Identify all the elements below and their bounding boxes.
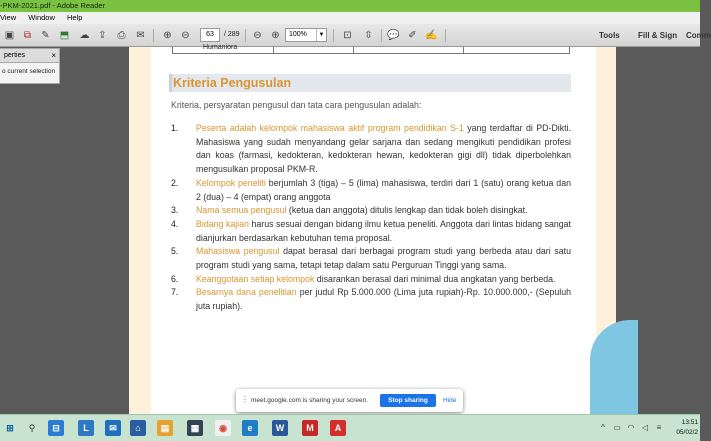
app-l-icon[interactable]: L	[78, 420, 94, 436]
wifi-icon[interactable]: ◠	[627, 423, 635, 432]
toolbar-divider	[333, 29, 334, 42]
sign-icon[interactable]: ✍	[425, 30, 438, 41]
item-highlight: Bidang kajian	[196, 218, 249, 229]
list-item	[171, 218, 571, 245]
previous-page-icon[interactable]: ⊕	[163, 30, 172, 41]
toolbar-divider	[445, 29, 446, 42]
fit-page-icon[interactable]: ⊡	[343, 30, 352, 41]
next-page-icon[interactable]: ⊖	[181, 30, 190, 41]
item-highlight: Peserta adalah kelompok mahasiswa aktif program pendidikan S-1	[196, 123, 464, 133]
list-item	[171, 286, 571, 313]
clock-date: 05/02/2	[676, 429, 698, 436]
acrobat-icon[interactable]: A	[330, 420, 346, 436]
highlight-icon[interactable]: ✐	[408, 30, 417, 41]
battery-icon[interactable]: ▭	[613, 423, 621, 432]
hide-button[interactable]: Hide	[443, 397, 457, 404]
mail-icon[interactable]: ✉	[105, 420, 121, 436]
properties-title: perties	[4, 52, 26, 59]
section-heading: Kriteria Pengusulan	[169, 74, 571, 92]
file-explorer-icon[interactable]: ▤	[157, 420, 173, 436]
table-divider	[463, 47, 464, 54]
scroll-mode-icon[interactable]: ⇳	[364, 30, 373, 41]
item-highlight: Kelompok peneliti	[196, 177, 266, 188]
list-item	[171, 204, 571, 218]
close-icon[interactable]: ×	[51, 51, 56, 60]
drag-handle-icon[interactable]: ⋮	[241, 395, 249, 404]
menu-bar	[0, 12, 700, 24]
list-item	[171, 122, 571, 177]
upload-icon[interactable]: ⇪	[98, 30, 107, 41]
item-text: per judul Rp 5.000.000 (Lima juta rupiah)-Rp. 10.000.000,- (Sepuluh juta rupiah).	[196, 287, 571, 312]
table-cell: Humaniora	[203, 44, 238, 51]
intro-text: Kriteria, persyaratan pengusul dan tata cara pengusulan adalah:	[171, 100, 422, 110]
item-text: (ketua dan anggota) ditulis lengkap dan tidak boleh disingkat.	[286, 205, 528, 216]
stop-sharing-button[interactable]: Stop sharing	[380, 394, 436, 407]
table-fragment	[172, 44, 570, 54]
comment-button[interactable]: Comm	[686, 31, 711, 40]
tools-button[interactable]: Tools	[599, 31, 620, 40]
app-m-icon[interactable]: M	[302, 420, 318, 436]
comment-icon[interactable]: 💬	[387, 30, 400, 41]
item-text: harus sesuai dengan bidang ilmu ketua peneliti. Anggota dari lintas bidang sangat dianjurkan berdasarkan kebutuhan tema proposal.	[196, 218, 572, 243]
item-text: yang terdaftar di PD-Dikti. Mahasiswa yang sudah menyandang gelar sarjana dan sedang mengikuti pendidikan profesi dan koas (farmasi, kedokteran, kedokteran hewan, kedokteran gigi dll) tidak diperbolehkan mengusulkan proposal PKM-R.	[196, 123, 571, 175]
item-number: 4.	[171, 218, 179, 229]
clock[interactable]	[676, 418, 698, 438]
store-icon[interactable]: ⊟	[48, 420, 64, 436]
volume-icon[interactable]: ◁	[641, 423, 649, 432]
language-icon[interactable]: ≡	[656, 423, 662, 432]
chevron-up-icon[interactable]: ^	[601, 423, 605, 432]
list-item	[171, 273, 571, 287]
pdf-page	[129, 44, 616, 417]
clock-time: 13:51	[681, 419, 698, 426]
toolbar-divider	[245, 29, 246, 42]
cloud-icon[interactable]: ☁	[79, 30, 90, 41]
criteria-list	[171, 122, 571, 314]
properties-header	[0, 49, 59, 63]
zoom-in-icon[interactable]: ⊕	[271, 30, 280, 41]
start-icon[interactable]: ⊞	[6, 423, 14, 433]
list-item	[171, 177, 571, 204]
screen-share-bar	[236, 389, 463, 412]
print-icon[interactable]: ⎙	[117, 30, 126, 41]
item-number: 3.	[171, 205, 179, 216]
search-icon[interactable]: ⚲	[28, 423, 36, 433]
table-divider	[273, 47, 274, 54]
email-icon[interactable]: ✉	[136, 30, 145, 41]
edit-icon[interactable]: ✎	[41, 30, 50, 41]
create-pdf-icon[interactable]: ▣	[4, 30, 15, 41]
save-icon[interactable]: ⬒	[59, 30, 70, 41]
zoom-value: 100%	[289, 31, 307, 38]
list-item	[171, 245, 571, 272]
window-title: -PKM-2021.pdf - Adobe Reader	[0, 0, 700, 12]
toolbar-divider	[381, 29, 382, 42]
item-number: 5.	[171, 246, 179, 257]
properties-panel	[0, 48, 60, 84]
item-text: disarankan berasal dari minimal dua angkatan yang berbeda.	[314, 273, 556, 284]
item-number: 1.	[171, 123, 179, 133]
zoom-select[interactable]	[285, 28, 327, 42]
open-file-icon[interactable]: ⧉	[23, 30, 32, 41]
toolbar	[0, 24, 711, 47]
taskbar	[0, 414, 700, 441]
app-icon[interactable]: ⌂	[130, 420, 146, 436]
item-number: 7.	[171, 287, 179, 298]
share-message: meet.google.com is sharing your screen.	[251, 397, 369, 404]
edge-icon[interactable]: e	[242, 420, 258, 436]
item-number: 6.	[171, 273, 179, 284]
item-text: berjumlah 3 (tiga) – 5 (lima) mahasiswa, terdiri dari 1 (satu) orang ketua dan 2 (dua) – 4 (empat) orang anggota	[196, 177, 571, 202]
toolbar-divider	[153, 29, 154, 42]
page-left-margin	[129, 47, 151, 417]
chevron-down-icon[interactable]: ▼	[316, 29, 326, 41]
word-icon[interactable]: W	[272, 420, 288, 436]
page-total: / 289	[224, 31, 240, 38]
properties-body: o current selection	[2, 68, 56, 75]
fill-sign-button[interactable]: Fill & Sign	[638, 31, 678, 40]
item-highlight: Keanggotaan setiap kelompok	[196, 273, 315, 284]
zoom-out-icon[interactable]: ⊖	[253, 30, 262, 41]
chrome-icon[interactable]: ◉	[215, 420, 231, 436]
item-highlight: Mahasiswa pengusul	[196, 246, 280, 257]
item-highlight: Besarnya dana penelitian	[196, 287, 297, 298]
item-number: 2.	[171, 177, 179, 188]
page-number-input[interactable]: 63	[200, 28, 220, 42]
table-divider	[353, 47, 354, 54]
menu-view[interactable]: View	[0, 13, 17, 22]
menu-help[interactable]: Help	[67, 13, 83, 22]
item-text: dapat berasal dari berbagai program studi yang berbeda atau dari satu program studi yang sama, tetapi tetap dalam satu Perguruan Tinggi yang sama.	[196, 246, 572, 271]
menu-window[interactable]: Window	[28, 13, 55, 22]
app-icon[interactable]: ▦	[187, 420, 203, 436]
item-highlight: Nama semua pengusul	[196, 205, 287, 216]
